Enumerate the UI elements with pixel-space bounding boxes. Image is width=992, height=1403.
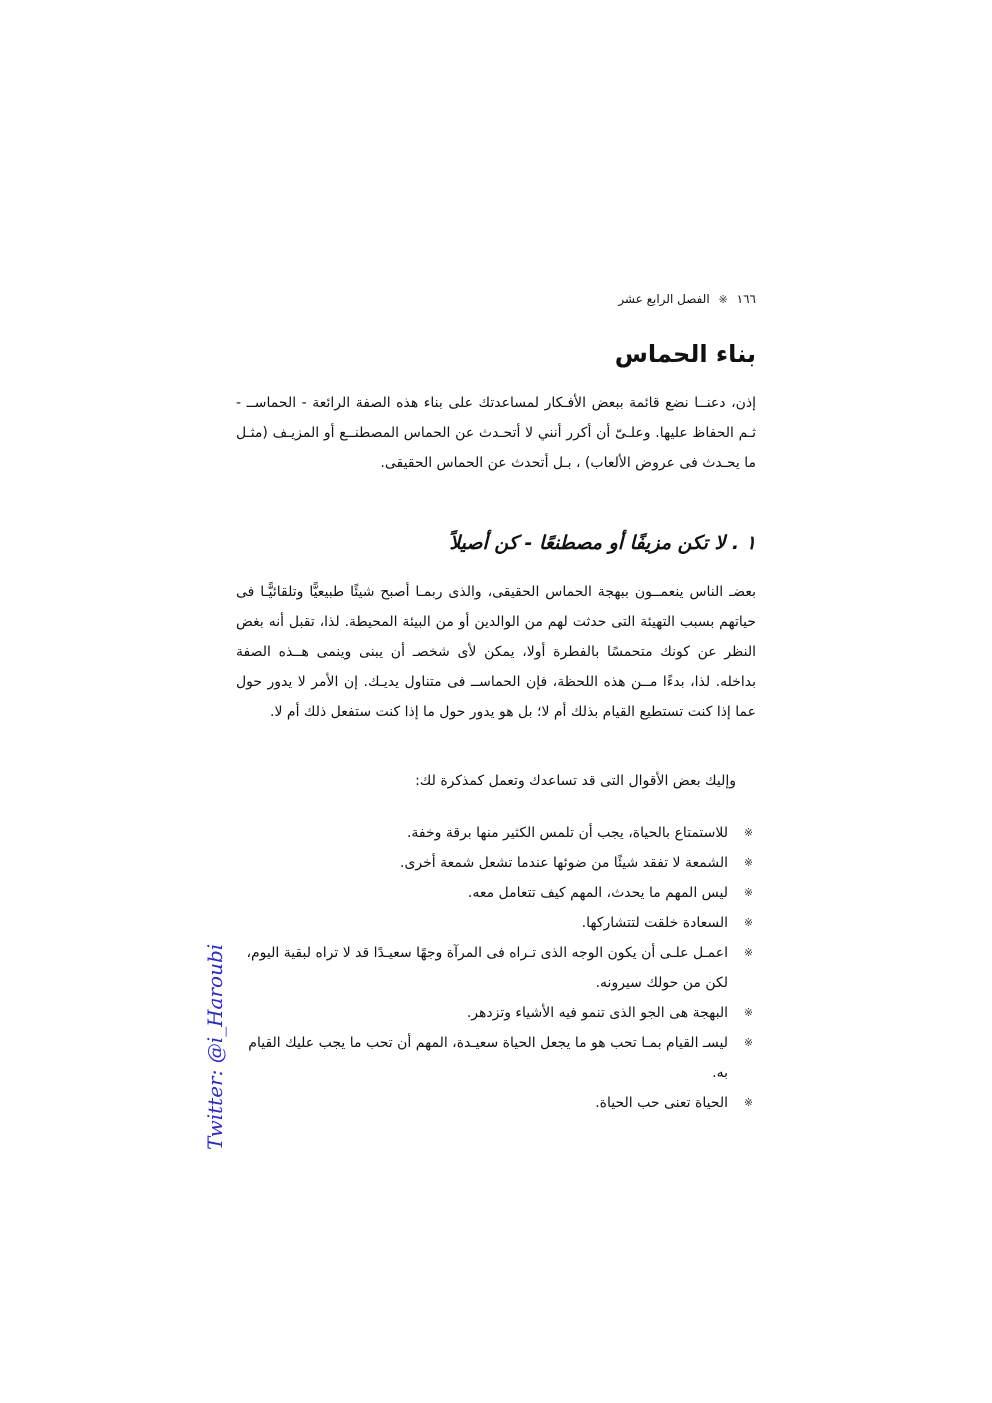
quotes-list [236, 818, 756, 1118]
list-item: ※ اعمـل علـى أن يكون الوجه الذى تـراه فى المرآة وجهًا سعيـدًا قد لا تراه لبقية اليوم، لكن من حولك سيرونه. [246, 945, 754, 991]
watermark: Twitter: @i_Haroubi [203, 943, 227, 1150]
list-item: ※ ليسـ القيام بمـا تحب هو ما يجعل الحياة سعيـدة، المهم أن تحب ما يجب عليك القيام به. [248, 1035, 754, 1081]
list-item: ※ البهجة هى الجو الذى تنمو فيه الأشياء وتزدهر. [466, 1005, 754, 1021]
page-number: ١٦٦ [736, 292, 756, 306]
list-intro: وإليك بعض الأقوال التى قد تساعدك وتعمل كمذكرة لك: [415, 773, 736, 789]
list-item: ※ الشمعة لا تفقد شيئًا من ضوئها عندما تشعل شمعة أخرى. [400, 855, 754, 871]
ornament-icon: ※ [743, 856, 754, 869]
list-item: ※ للاستمتاع بالحياة، يجب أن تلمس الكثير منها برقة وخفة. [406, 825, 754, 841]
ornament-icon: ※ [743, 916, 754, 929]
intro-paragraph: إذن، دعنــا نضع قائمة ببعض الأفـكار لمساعدتك على بناء هذه الصفة الرائعة - الحماســ - ثـم الحفاظ عليها. وعلـىّ أن أكرر أنني لا أتحـدث عن الحماس المصطنــع أو المزيـف (مثـل ما يحـدث فى عروض الألعاب) ، بـل أتحدث عن الحماس الحقيقى. [236, 395, 756, 471]
section-paragraph: بعضـ الناس ينعمــون ببهجة الحماس الحقيقى، والذى ربمـا أصبح شيئًا طبيعيًّا وتلقائيًّـا فى حياتهم بسبب التهيئة التى حدثت لهم من الوالدين أو من البيئة المحيطة. لذا، تقبل أنه بغض النظر عن كونك متحمسًا بالفطرة أولا، يمكن لأى شخصـ أن يبنى وينمى هــذه الصفة بداخله. لذا، بدءًا مــن هذه اللحظة، فإن الحماســ فى متناول يديـك. إن الأمر لا يدور حول عما إذا كنت تستطيع القيام بذلك أم لا؛ بل هو يدور حول ما إذا كنت ستفعل ذلك أم لا. [236, 584, 756, 720]
chapter-label: الفصل الرابع عشر [618, 292, 710, 306]
list-item: ※ ليس المهم ما يحدث، المهم كيف تتعامل معه. [467, 885, 754, 901]
list-item: ※ السعادة خلقت لتتشاركها. [581, 915, 754, 931]
section-heading: ١ . لا تكن مزيفًا أو مصطنعًا - كن أصيلاً [449, 532, 756, 554]
ornament-icon: ※ [718, 292, 728, 306]
running-header [618, 292, 756, 306]
ornament-icon: ※ [743, 826, 754, 839]
ornament-icon: ※ [743, 946, 754, 959]
ornament-icon: ※ [743, 1006, 754, 1019]
list-item: ※ الحياة تعنى حب الحياة. [595, 1095, 754, 1111]
ornament-icon: ※ [743, 1036, 754, 1049]
ornament-icon: ※ [743, 1096, 754, 1109]
page-title: بناء الحماس [614, 340, 756, 368]
ornament-icon: ※ [743, 886, 754, 899]
